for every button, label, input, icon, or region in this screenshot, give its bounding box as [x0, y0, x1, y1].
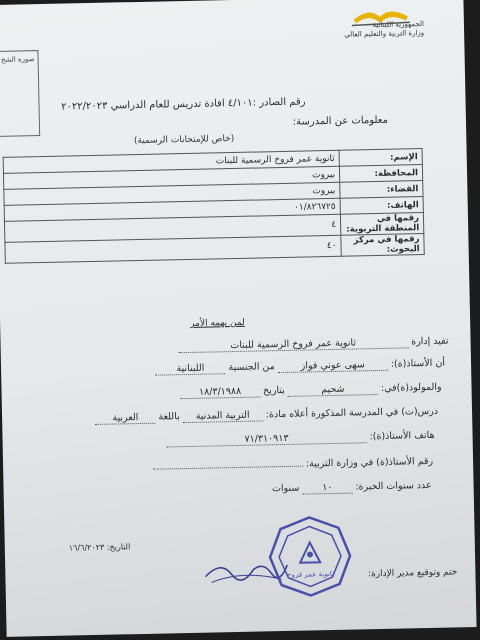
row-label: الهاتف: — [340, 197, 423, 215]
ministry-number-prefix: رقم الأستاذ(ة) في وزارة التربية: — [305, 455, 434, 470]
official-exams-subtitle: (خاص للإمتحانات الرسمية) — [133, 133, 235, 147]
subject-line — [95, 406, 438, 425]
admin-line — [178, 336, 449, 354]
ministry-name — [344, 20, 424, 40]
born-date-prefix: بتاريخ — [263, 384, 286, 397]
ministry-line-2: وزارة التربية والتعليم العالي — [344, 28, 425, 39]
born-prefix: والمولود(ة)في: — [380, 381, 442, 394]
issue-date: التاريخ: ١٦/٦/٢٠٢٣ — [68, 542, 131, 553]
row-value: ٤ — [4, 214, 340, 242]
experience-unit: سنوات — [271, 482, 300, 495]
photo-label: صورة الشخ — [0, 55, 35, 64]
row-label: الإسم: — [339, 149, 422, 167]
ministry-number-value — [153, 466, 303, 470]
experience-prefix: عدد سنوات الخبرة: — [355, 479, 432, 493]
nationality-value: اللبنانية — [155, 362, 225, 375]
row-value: ثانوية عمر فروخ الرسمية للبنات — [3, 150, 339, 173]
row-value: ٤٠ — [5, 235, 341, 263]
born-date: ١٨/٣/١٩٨٨ — [180, 385, 260, 399]
phone-prefix: هاتف الأستاذ(ة): — [369, 429, 435, 443]
birth-line — [180, 382, 442, 399]
teacher-prefix: أن الأستاذ(ة): — [390, 357, 446, 370]
teacher-name: سهى عوني فواز — [278, 359, 388, 373]
subject-value: التربية المدنية — [183, 409, 263, 423]
reference-line: رقم الصادر :٤/١٠١ افادة تدريس للعام الدراسي ٢٠٢٢/٢٠٢٣ — [61, 96, 306, 113]
experience-line — [272, 480, 432, 495]
language-prefix: باللغة — [158, 411, 180, 423]
school-stamp-icon — [266, 514, 354, 600]
photo-box — [0, 50, 40, 137]
row-value: بيروت — [4, 182, 340, 205]
nationality-prefix: من الجنسية — [228, 361, 275, 374]
born-place: شحيم — [288, 383, 378, 397]
row-label: رقمها في المنطقة التربوية: — [340, 213, 423, 236]
teacher-phone: ٧١/٣١٠٩١٣ — [166, 431, 366, 447]
director-signature-label: ختم وتوقيع مدير الإدارة: — [367, 567, 458, 580]
teacher-line — [155, 358, 445, 376]
admin-prefix: تفيد إدارة — [411, 335, 449, 348]
row-label: المحافظة: — [339, 165, 422, 183]
row-value: بيروت — [3, 166, 339, 189]
admin-value: ثانوية عمر فروخ الرسمية للبنات — [178, 336, 408, 353]
row-label: رقمها في مركز البحوث: — [341, 234, 424, 257]
teaches-prefix: درس(ت) في المدرسة المذكورة أعلاه مادة: — [265, 405, 439, 421]
stamp-text: ثانوية عمر فروخ — [286, 569, 335, 579]
language-value: العربية — [95, 412, 155, 425]
school-info-title: معلومات عن المدرسة: — [292, 114, 389, 128]
ministry-number-line — [153, 456, 433, 473]
row-label: القضاء: — [340, 181, 423, 199]
row-value: ٠١/٨٢٦٧٢٥ — [4, 198, 340, 221]
phone-line — [166, 430, 434, 448]
school-info-table — [3, 148, 425, 264]
to-whom-heading: لمن يهمه الأمر — [190, 317, 245, 329]
ministry-line-1: الجمهورية اللبنانية — [372, 19, 425, 30]
experience-years: ١٠ — [302, 482, 352, 495]
